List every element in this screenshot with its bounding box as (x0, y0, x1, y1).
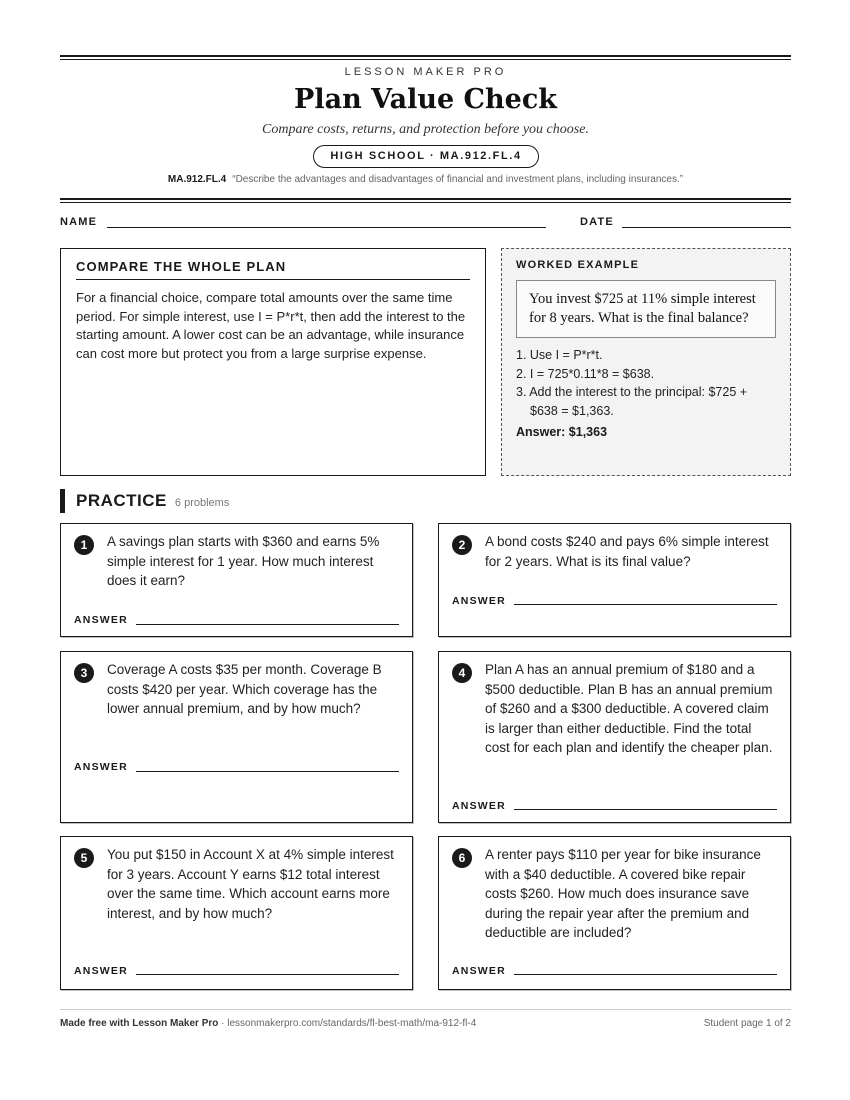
problem-number-badge: 5 (74, 848, 94, 868)
worked-example-title: WORKED EXAMPLE (516, 259, 640, 271)
worksheet-page (60, 0, 791, 1100)
worked-example-step: 1. Use I = P*r*t. (516, 348, 603, 362)
answer-field[interactable] (514, 809, 777, 810)
standard-line (60, 174, 791, 185)
answer-field[interactable] (136, 624, 399, 625)
concept-box (60, 248, 486, 476)
footer-page-number: Student page 1 of 2 (703, 1018, 791, 1029)
answer-field[interactable] (514, 974, 777, 975)
problem-number-badge: 4 (452, 663, 472, 683)
worked-example-step: 3. Add the interest to the principal: $725 + $638 = $1,363. (516, 385, 748, 418)
standard-code: MA.912.FL.4 (167, 174, 227, 185)
problem-question: A savings plan starts with $360 and earns 5% simple interest for 1 year. How much interest does it earn? (107, 534, 380, 588)
worked-example-answer: Answer: $1,363 (516, 425, 608, 439)
page-subtitle: Compare costs, returns, and protection before you choose. (262, 122, 589, 137)
practice-count: 6 problems (174, 497, 230, 509)
worked-example-steps (516, 346, 776, 420)
problem-card-5 (60, 836, 413, 990)
problem-number-badge: 6 (452, 848, 472, 868)
problem-card-3 (60, 651, 413, 823)
answer-label: ANSWER (74, 965, 128, 977)
problem-question: A bond costs $240 and pays 6% simple interest for 2 years. What is its final value? (485, 534, 769, 569)
problem-question: You put $150 in Account X at 4% simple interest for 3 years. Account Y earns $12 total interest over the same time. Which account earns more interest, and by how much? (107, 847, 394, 921)
answer-field[interactable] (136, 771, 399, 772)
practice-header (60, 489, 229, 513)
problem-number-badge: 2 (452, 535, 472, 555)
footer-url[interactable]: · lessonmakerpro.com/standards/fl-best-math/ma-912-fl-4 (218, 1018, 477, 1029)
problem-card-4 (438, 651, 791, 823)
answer-label: ANSWER (74, 614, 128, 626)
worked-example-box (501, 248, 791, 476)
problem-question: Coverage A costs $35 per month. Coverage B costs $420 per year. Which coverage has the lower annual premium, and by how much? (107, 662, 382, 716)
footer-made-with: Made free with Lesson Maker Pro (60, 1018, 219, 1029)
page-footer (60, 1018, 791, 1029)
problem-card-2 (438, 523, 791, 637)
problem-card-6 (438, 836, 791, 990)
problem-question: A renter pays $110 per year for bike insurance with a $40 deductible. A covered bike repair costs $260. How much does insurance save during the repair year after the premium and deductible are included? (485, 847, 761, 940)
answer-label: ANSWER (452, 965, 506, 977)
footer-rule (60, 1009, 791, 1010)
date-field[interactable] (622, 227, 791, 228)
header-bottom-rule (60, 198, 791, 203)
problem-number-badge: 3 (74, 663, 94, 683)
worked-example-step: 2. I = 725*0.11*8 = $638. (516, 366, 655, 381)
level-badge: HIGH SCHOOL · MA.912.FL.4 (313, 145, 539, 168)
header-top-rule (60, 55, 791, 60)
date-label: DATE (580, 216, 614, 228)
standard-description: “Describe the advantages and disadvantages of financial and investment plans, including insurances.” (232, 174, 684, 185)
answer-label: ANSWER (452, 595, 506, 607)
concept-body: For a financial choice, compare total amounts over the same time period. For simple interest, use I = P*r*t, then add the interest to the starting amount. A lower cost can be an advantage, while insurance can cost more but protect you from a large surprise expense. (76, 290, 466, 361)
worked-example-question: You invest $725 at 11% simple interest for 8 years. What is the final balance? (516, 280, 776, 338)
answer-field[interactable] (136, 974, 399, 975)
concept-title: COMPARE THE WHOLE PLAN (76, 259, 470, 280)
name-field[interactable] (107, 227, 546, 228)
problem-card-1 (60, 523, 413, 637)
problem-question: Plan A has an annual premium of $180 and a $500 deductible. Plan B has an annual premium of $260 and a $300 deductible. A covered claim is larger than either deductible. Find the total cost for each plan and identify the cheaper plan. (485, 662, 773, 755)
answer-field[interactable] (514, 604, 777, 605)
name-date-row (60, 216, 791, 232)
page-title: Plan Value Check (294, 84, 557, 115)
answer-label: ANSWER (452, 800, 506, 812)
answer-label: ANSWER (74, 761, 128, 773)
name-label: NAME (60, 216, 98, 228)
practice-title: PRACTICE (76, 491, 167, 510)
brand-name: LESSON MAKER PRO (344, 66, 507, 78)
problem-number-badge: 1 (74, 535, 94, 555)
